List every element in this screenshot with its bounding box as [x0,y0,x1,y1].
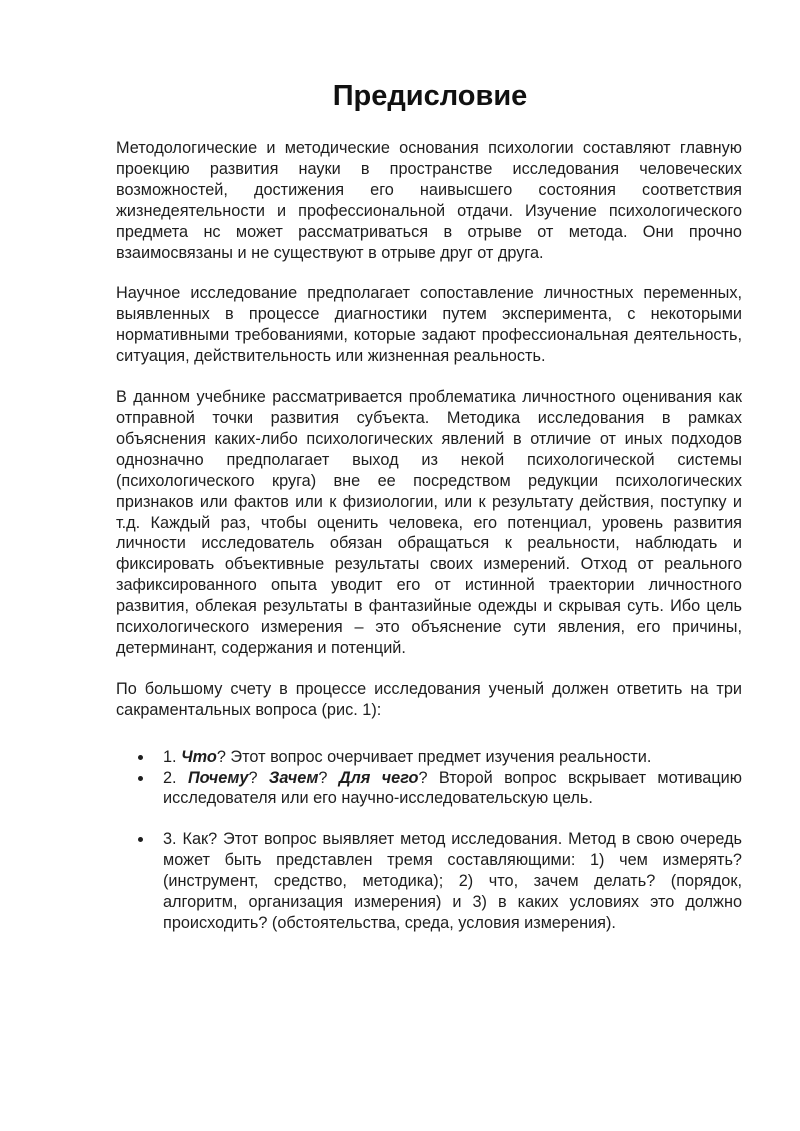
bullet-icon [138,837,143,842]
list-item-why [116,768,742,810]
item-text: ? Этот вопрос очерчивает предмет изучения реальности. [216,747,652,766]
keyword-for-what: Для чего [338,768,419,787]
keyword-what-for: Зачем [268,768,319,787]
paragraph-2: Научное исследование предполагает сопоставление личностных переменных, выявленных в процессе диагностики путем эксперимента, с некоторыми нормативными требованиями, которые задают профессиональная деятельность, ситуация, действительность или жизненная реальность. [116,284,742,366]
paragraph-4: По большому счету в процессе исследования ученый должен ответить на три сакраментальных вопроса (рис. 1): [116,679,742,719]
document-page [116,76,742,934]
item-number: 1. [163,747,182,766]
list-item-what [116,747,742,768]
bullet-icon [138,776,143,781]
item-text: ? Второй вопрос вскрывает мотивацию исследователя или его научно-исследовательскую цель. [163,768,742,808]
bullet-icon [138,755,143,760]
item-text: 3. Как? Этот вопрос выявляет метод исследования. Метод в свою очередь может быть представлен тремя составляющими: 1) чем измерять? (инструмент, средство, методика); 2) что, зачем делать? (порядок, алгоритм, организация измерения) и 3) в каких условиях это должно происходить? (обстоятельства, среда, условия измерения). [163,830,742,932]
keyword-why: Почему [187,768,249,787]
page-title: Предисловие [332,80,528,112]
separator: ? [318,768,339,787]
paragraph-1: Методологические и методические основания психологии составляют главную проекцию развития науки в пространстве исследования человеческих возможностей, достижения его наивысшего состояния соответствия жизнедеятельности и профессиональной отдачи. Изучение психологического предмета нс может рассматриваться в отрыве от метода. Они прочно взаимосвязаны и не существуют в отрыве друг от друга. [116,139,742,262]
paragraph-3: В данном учебнике рассматривается проблематика личностного оценивания как отправной точки развития субъекта. Методика исследования в рамках объяснения каких-либо психологических явлений в отличие от иных подходов однозначно предполагает выход из некой психологической системы (психологического круга) вне ее посредством редукции психологических признаков или фактов или к физиологии, или к результату действия, поступку и т.д. Каждый раз, чтобы оценить человека, его потенциал, уровень развития личности исследователь обязан обращаться к реальности, наблюдать и фиксировать объективные результаты своих измерений. Отход от реального зафиксированного опыта уводит его от истинной траектории личностного развития, облекая результаты в фантазийные одежды и скрывая суть. Ибо цель психологического измерения – это объяснение сути явления, его причины, детерминант, содержания и потенций. [116,388,742,657]
keyword-what: Что [181,747,217,766]
separator: ? [248,768,269,787]
list-item-how [116,829,742,934]
questions-list [116,747,742,934]
item-number: 2. [163,768,188,787]
